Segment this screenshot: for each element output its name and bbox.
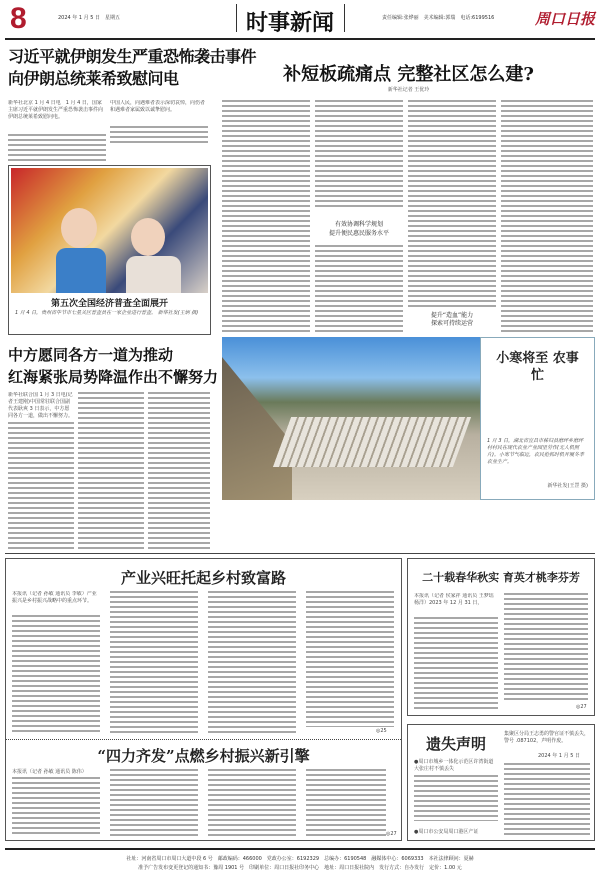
notice-date: 2024 年 1 月 5 日 — [538, 753, 581, 759]
article-lede: 本报讯（记者 侯家祥 通讯员 王梦瑶 杨洋）2023 年 12 月 31 日， — [414, 593, 494, 606]
headline: 产业兴旺托起乡村致富路 — [120, 569, 286, 587]
notice-item: ●周口市公安局周口港区产证 — [414, 829, 479, 835]
article-lede: 本报讯（记者 孙敏 通讯员 陈伟） — [12, 769, 87, 775]
headline: 二十载春华秋实 育英才桃李芬芳 — [422, 571, 580, 584]
headline: 红海紧张局势降温作出不懈努力 — [8, 368, 219, 386]
sign-off: ◎27 — [576, 704, 587, 710]
census-photo — [11, 168, 208, 293]
headline: “四力齐发”点燃乡村振兴新引擎 — [97, 747, 310, 765]
headline: 补短板疏痛点 完整社区怎么建? — [283, 64, 534, 85]
subhead: 有效协调科学规划 — [334, 221, 383, 228]
headline: 向伊朗总统莱希致慰问电 — [8, 69, 179, 88]
article-body: 中国人民，向遇难者表示深切哀悼，向伤者和遇难者家属致以诚挚慰问。 — [110, 100, 206, 113]
header-rule — [5, 38, 595, 40]
sign-off: ◎27 — [386, 831, 397, 837]
notice-title: 遗失声明 — [425, 735, 486, 753]
notice-item: ●周口市城乡一体化示范区许湾街道大张庄村不慎丢失 — [414, 759, 494, 772]
headline: 中方愿同各方一道为推动 — [8, 346, 174, 364]
photo-feature-census — [8, 165, 211, 335]
footer-line: 准予广告发布变更登记的通知书：豫周 1901 号 印刷单位：周口日报社印务中心 地址：周口日报社院内 发行方式：自办发行 定价：1.00 元 — [138, 865, 462, 871]
footer-line: 社址：河南省周口市周口大道中段 6 号 邮政编码：466000 党政办公室：6192329 总编办：6190548 融媒体中心：6069333 本社法律顾问：夏赫 — [126, 856, 474, 862]
photo-title: 第五次全国经济普查全面展开 — [50, 299, 168, 309]
photo-caption: 1 月 3 日，湖北省宜昌市秭归县磨坪乡磨坪村村民在现代农业产业园里劳作(无人机照片)。小寒节气临近，农民抢抓时机开展冬季农业生产。 — [487, 438, 584, 465]
photo-credit: 新华社发(王罡 摄) — [547, 483, 588, 489]
farm-photo-caption-box — [480, 337, 595, 500]
photo-title: 小寒将至 农事忙 — [496, 351, 579, 383]
photo-caption: 1 月 4 日，贵州省毕节市七星关区普查员在一家企业进行普查。 — [15, 310, 157, 316]
divider — [236, 4, 237, 32]
article-lede: 新华社联合国 1 月 3 日电(记者王建刚)中国常驻联合国副代表耿爽 3 日表示，中方愿同各方一道，做出不懈努力。 — [8, 392, 74, 419]
school-news-box — [407, 558, 595, 716]
section-title: 时事新闻 — [246, 10, 335, 36]
notice-item: 集聚区分局王志勇的警官证不慎丢失，警号 .087102，声明作废。 — [504, 731, 590, 744]
rural-news-box — [5, 558, 402, 841]
page-number: 8 — [10, 2, 27, 35]
footer — [5, 855, 595, 873]
newspaper-logo: 周口日报 — [535, 10, 596, 28]
sign-off: ◎25 — [376, 728, 387, 734]
article-lede: 新华社北京 1 月 4 日电 1 月 4 日，国家主席习近平就伊朗发生严重恐怖袭击事件向伊朗总统莱希致慰问电。 — [8, 100, 104, 120]
subhead: 探索可持续运营 — [430, 320, 473, 327]
loss-notice-box — [407, 724, 595, 841]
headline: 习近平就伊朗发生严重恐怖袭击事件 — [8, 47, 257, 66]
article-lede: 本报讯（记者 孙敏 通讯员 李敏）产业振兴是乡村振兴战略中的重点环节。 — [12, 591, 97, 604]
byline: 新华社记者 王优玲 — [387, 87, 430, 93]
subhead: 提升便民惠民服务水平 — [328, 230, 389, 237]
divider — [344, 4, 345, 32]
editors: 责任编辑:张烨丽 美术编辑:郭瑞 电话:6199516 — [382, 15, 495, 21]
subhead: 提升“造血”能力 — [430, 312, 474, 319]
photo-credit: 新华社发(王炳 摄) — [157, 310, 199, 316]
issue-date: 2024 年 1 月 5 日 星期五 — [58, 15, 121, 21]
farm-photo — [222, 337, 480, 500]
